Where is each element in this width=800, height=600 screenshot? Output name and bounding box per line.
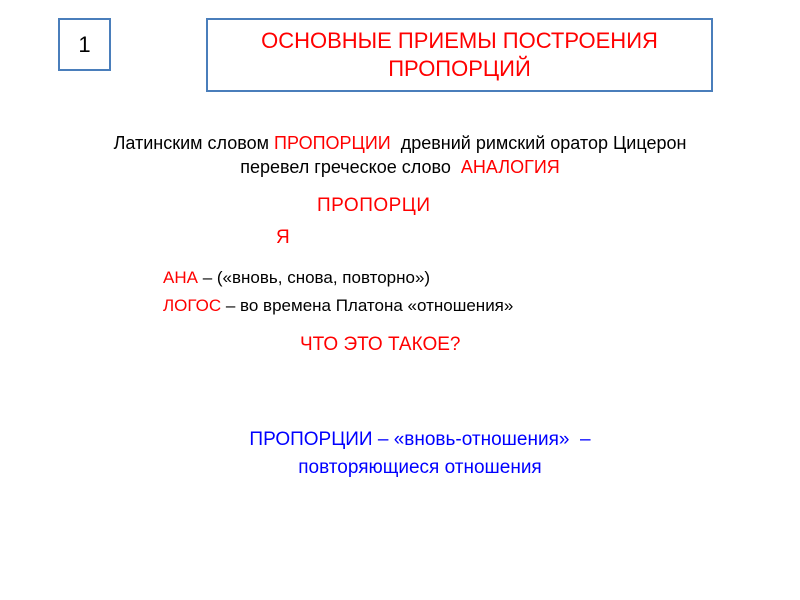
title-box: [206, 18, 713, 92]
intro-line-2: [0, 155, 800, 179]
question-heading: ЧТО ЭТО ТАКОЕ?: [300, 334, 461, 355]
slide-number-box: [58, 18, 111, 71]
word-split-part-1: ПРОПОРЦИ: [317, 195, 431, 216]
word-split-part-2: Я: [276, 227, 290, 248]
etymology-block: [163, 264, 513, 320]
slide-number: 1: [78, 31, 91, 57]
intro-line-1: [0, 131, 800, 155]
etymology-ana: [163, 264, 513, 292]
logos-term: ЛОГОС: [163, 296, 222, 315]
intro-text-3: перевел греческое слово: [240, 157, 461, 177]
conclusion-block: [0, 426, 800, 482]
logos-definition: – во времена Платона «отношения»: [221, 296, 514, 315]
title-line-2: ПРОПОРЦИЙ: [388, 56, 531, 81]
ana-definition: – («вновь, снова, повторно»): [197, 268, 431, 287]
conclusion-line-1: ПРОПОРЦИИ – «вновь-отношения» –: [249, 429, 591, 450]
intro-highlight-analogy: АНАЛОГИЯ: [460, 157, 560, 177]
intro-paragraph: [0, 131, 800, 179]
intro-text-2: древний римский оратор Цицерон: [390, 133, 687, 153]
title-line-1: ОСНОВНЫЕ ПРИЕМЫ ПОСТРОЕНИЯ: [261, 28, 658, 53]
ana-term: АНА: [163, 268, 198, 287]
intro-highlight-proportions: ПРОПОРЦИИ: [274, 133, 391, 153]
intro-text-1: Латинским словом: [113, 133, 275, 153]
etymology-logos: [163, 292, 513, 320]
conclusion-line-2: повторяющиеся отношения: [298, 457, 542, 478]
